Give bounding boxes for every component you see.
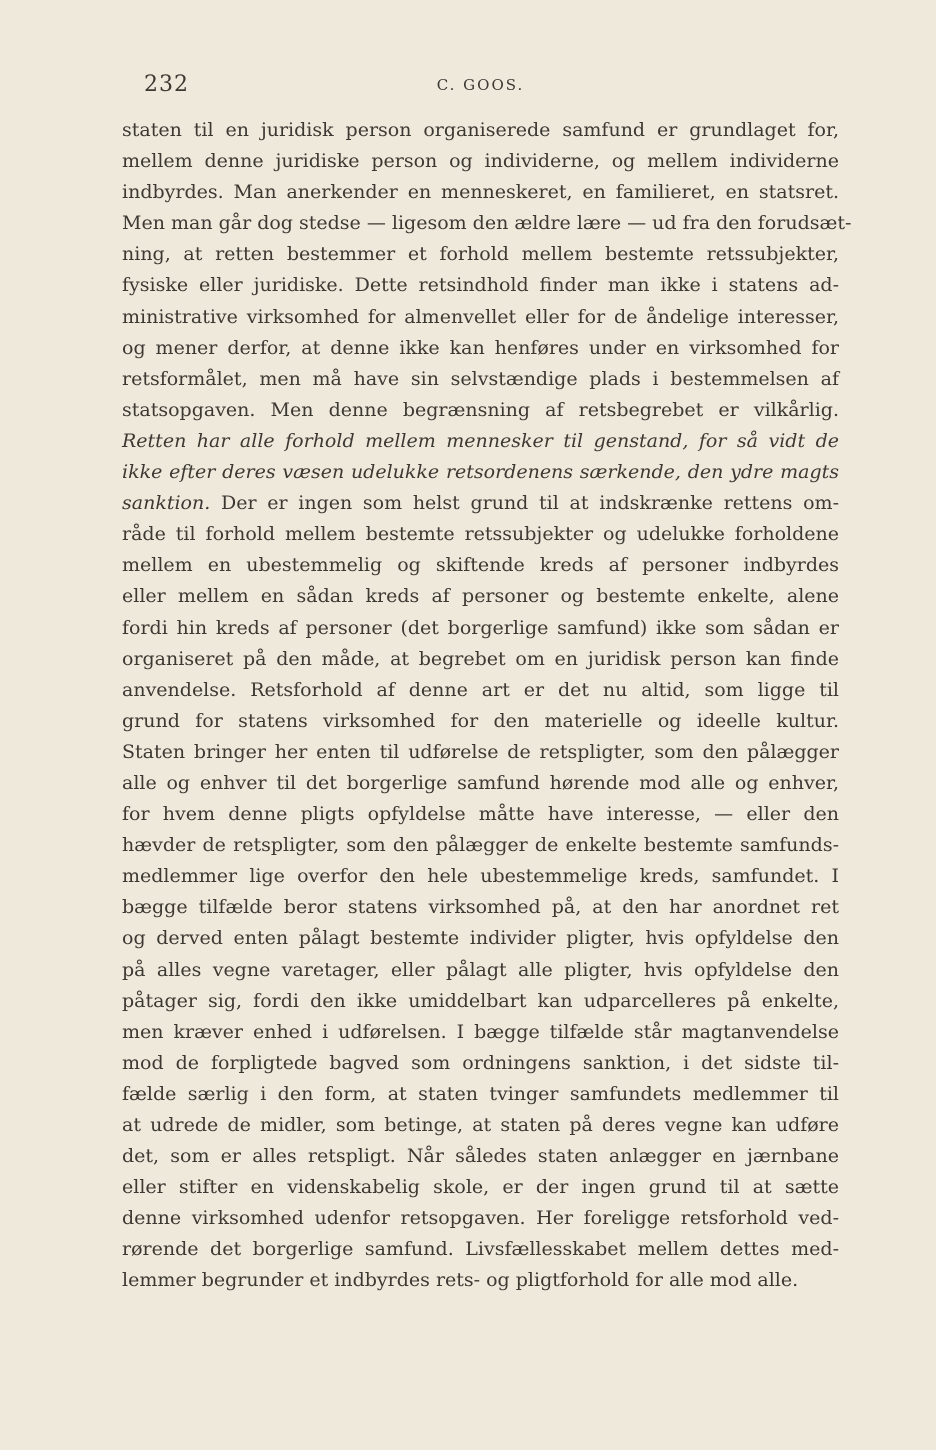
text-segment: rørende det borgerlige samfund. Livsfællesskabet mellem dettes med- bbox=[122, 1238, 839, 1261]
text-line bbox=[122, 177, 839, 208]
text-line bbox=[122, 333, 839, 364]
text-segment: at udrede de midler, som betinge, at staten på deres vegne kan udføre bbox=[122, 1114, 839, 1136]
text-segment: mellem denne juridiske person og individerne, og mellem individerne bbox=[122, 150, 839, 173]
text-line bbox=[122, 613, 839, 644]
text-line bbox=[122, 1110, 839, 1141]
text-segment: fysiske eller juridiske. Dette retsindhold finder man ikke i statens ad- bbox=[122, 274, 839, 297]
text-segment: grund for statens virksomhed for den materielle og ideelle kultur. bbox=[122, 709, 839, 732]
italic-text: sanktion. bbox=[122, 492, 211, 515]
text-segment: på alles vegne varetager, eller pålagt alle pligter, hvis opfyldelse den bbox=[122, 958, 839, 981]
text-line bbox=[122, 861, 839, 892]
text-segment: det, som er alles retspligt. Når således staten anlægger en jærnbane bbox=[122, 1145, 839, 1168]
text-line bbox=[122, 1048, 839, 1079]
text-line bbox=[122, 488, 839, 519]
text-line bbox=[122, 239, 839, 270]
text-line bbox=[122, 550, 839, 581]
text-line bbox=[122, 955, 839, 986]
text-line bbox=[122, 1265, 839, 1296]
text-segment: anvendelse. Retsforhold af denne art er det nu altid, som ligge til bbox=[122, 678, 839, 701]
text-segment: indbyrdes. Man anerkender en menneskeret, en familieret, en statsret. bbox=[122, 181, 839, 204]
text-line bbox=[122, 799, 839, 830]
text-segment: staten til en juridisk person organiserede samfund er grundlaget for, bbox=[122, 119, 839, 141]
text-line bbox=[122, 737, 839, 768]
text-line bbox=[122, 1141, 839, 1172]
page-number: 232 bbox=[144, 72, 189, 97]
text-line bbox=[122, 1079, 839, 1110]
text-segment: denne virksomhed udenfor retsopgaven. Her foreligge retsforhold ved- bbox=[122, 1207, 839, 1230]
text-line bbox=[122, 706, 839, 737]
text-segment: og mener derfor, at denne ikke kan henføres under en virksomhed for bbox=[122, 336, 839, 359]
text-line bbox=[122, 675, 839, 706]
text-segment: lemmer begrunder et indbyrdes rets- og pligtforhold for alle mod alle. bbox=[122, 1269, 799, 1292]
text-line bbox=[122, 519, 839, 550]
text-line bbox=[122, 1172, 839, 1203]
text-segment: fælde særlig i den form, at staten tvinger samfundets medlemmer til bbox=[122, 1082, 839, 1105]
text-segment: statsopgaven. Men denne begrænsning af retsbegrebet er vilkårlig. bbox=[122, 398, 839, 421]
text-line bbox=[122, 644, 839, 675]
text-line bbox=[122, 1234, 839, 1265]
text-line bbox=[122, 302, 839, 333]
text-line bbox=[122, 830, 839, 861]
text-line bbox=[122, 986, 839, 1017]
body-text bbox=[122, 115, 852, 1297]
text-line bbox=[122, 146, 839, 177]
text-line bbox=[122, 581, 839, 612]
text-segment: retsformålet, men må have sin selvstændige plads i bestemmelsen af bbox=[122, 367, 839, 390]
text-segment: alle og enhver til det borgerlige samfund hørende mod alle og enhver, bbox=[122, 771, 839, 794]
text-segment: hævder de retspligter, som den pålægger de enkelte bestemte samfunds- bbox=[122, 834, 839, 857]
text-segment: bægge tilfælde beror statens virksomhed på, at den har anordnet ret bbox=[122, 896, 839, 919]
text-segment: Men man går dog stedse — ligesom den ældre lære — ud fra den forudsæt- bbox=[122, 212, 852, 235]
text-line bbox=[122, 426, 839, 457]
text-segment: for hvem denne pligts opfyldelse måtte have interesse, — eller den bbox=[122, 803, 839, 826]
text-line bbox=[122, 270, 839, 301]
text-segment: Der er ingen som helst grund til at indskrænke rettens om- bbox=[210, 492, 839, 515]
italic-text: Retten har alle forhold mellem mennesker til genstand, for så vidt de bbox=[122, 429, 839, 452]
text-line bbox=[122, 364, 839, 395]
text-segment: råde til forhold mellem bestemte retssubjekter og udelukke forholdene bbox=[122, 523, 839, 546]
text-segment: medlemmer lige overfor den hele ubestemmelige kreds, samfundet. I bbox=[122, 865, 839, 888]
italic-text: ikke efter deres væsen udelukke retsordenens særkende, den ydre magts bbox=[122, 461, 839, 484]
text-line bbox=[122, 892, 839, 923]
text-segment: mod de forpligtede bagved som ordningens sanktion, i det sidste til- bbox=[122, 1051, 839, 1074]
text-segment: ministrative virksomhed for almenvellet eller for de åndelige interesser, bbox=[122, 305, 839, 328]
text-line bbox=[122, 768, 839, 799]
text-line bbox=[122, 208, 852, 239]
text-segment: men kræver enhed i udførelsen. I bægge tilfælde står magtanvendelse bbox=[122, 1020, 839, 1043]
text-line bbox=[122, 1017, 839, 1048]
text-line bbox=[122, 923, 839, 954]
text-line bbox=[122, 395, 839, 426]
page-header bbox=[122, 72, 839, 102]
running-head: C. GOOS. bbox=[436, 76, 525, 94]
text-segment: fordi hin kreds af personer (det borgerlige samfund) ikke som sådan er bbox=[122, 616, 839, 639]
text-segment: og derved enten pålagt bestemte individer pligter, hvis opfyldelse den bbox=[122, 927, 839, 950]
text-segment: påtager sig, fordi den ikke umiddelbart kan udparcelleres på enkelte, bbox=[122, 989, 839, 1012]
text-line bbox=[122, 457, 839, 488]
text-segment: eller mellem en sådan kreds af personer og bestemte enkelte, alene bbox=[122, 585, 839, 608]
text-line bbox=[122, 1203, 839, 1234]
text-segment: organiseret på den måde, at begrebet om en juridisk person kan finde bbox=[122, 647, 839, 670]
text-segment: mellem en ubestemmelig og skiftende kreds af personer indbyrdes bbox=[122, 554, 839, 577]
text-segment: eller stifter en videnskabelig skole, er der ingen grund til at sætte bbox=[122, 1176, 839, 1199]
text-segment: ning, at retten bestemmer et forhold mellem bestemte retssubjekter, bbox=[122, 243, 839, 266]
text-line bbox=[122, 115, 839, 146]
text-segment: Staten bringer her enten til udførelse de retspligter, som den pålægger bbox=[122, 740, 839, 763]
